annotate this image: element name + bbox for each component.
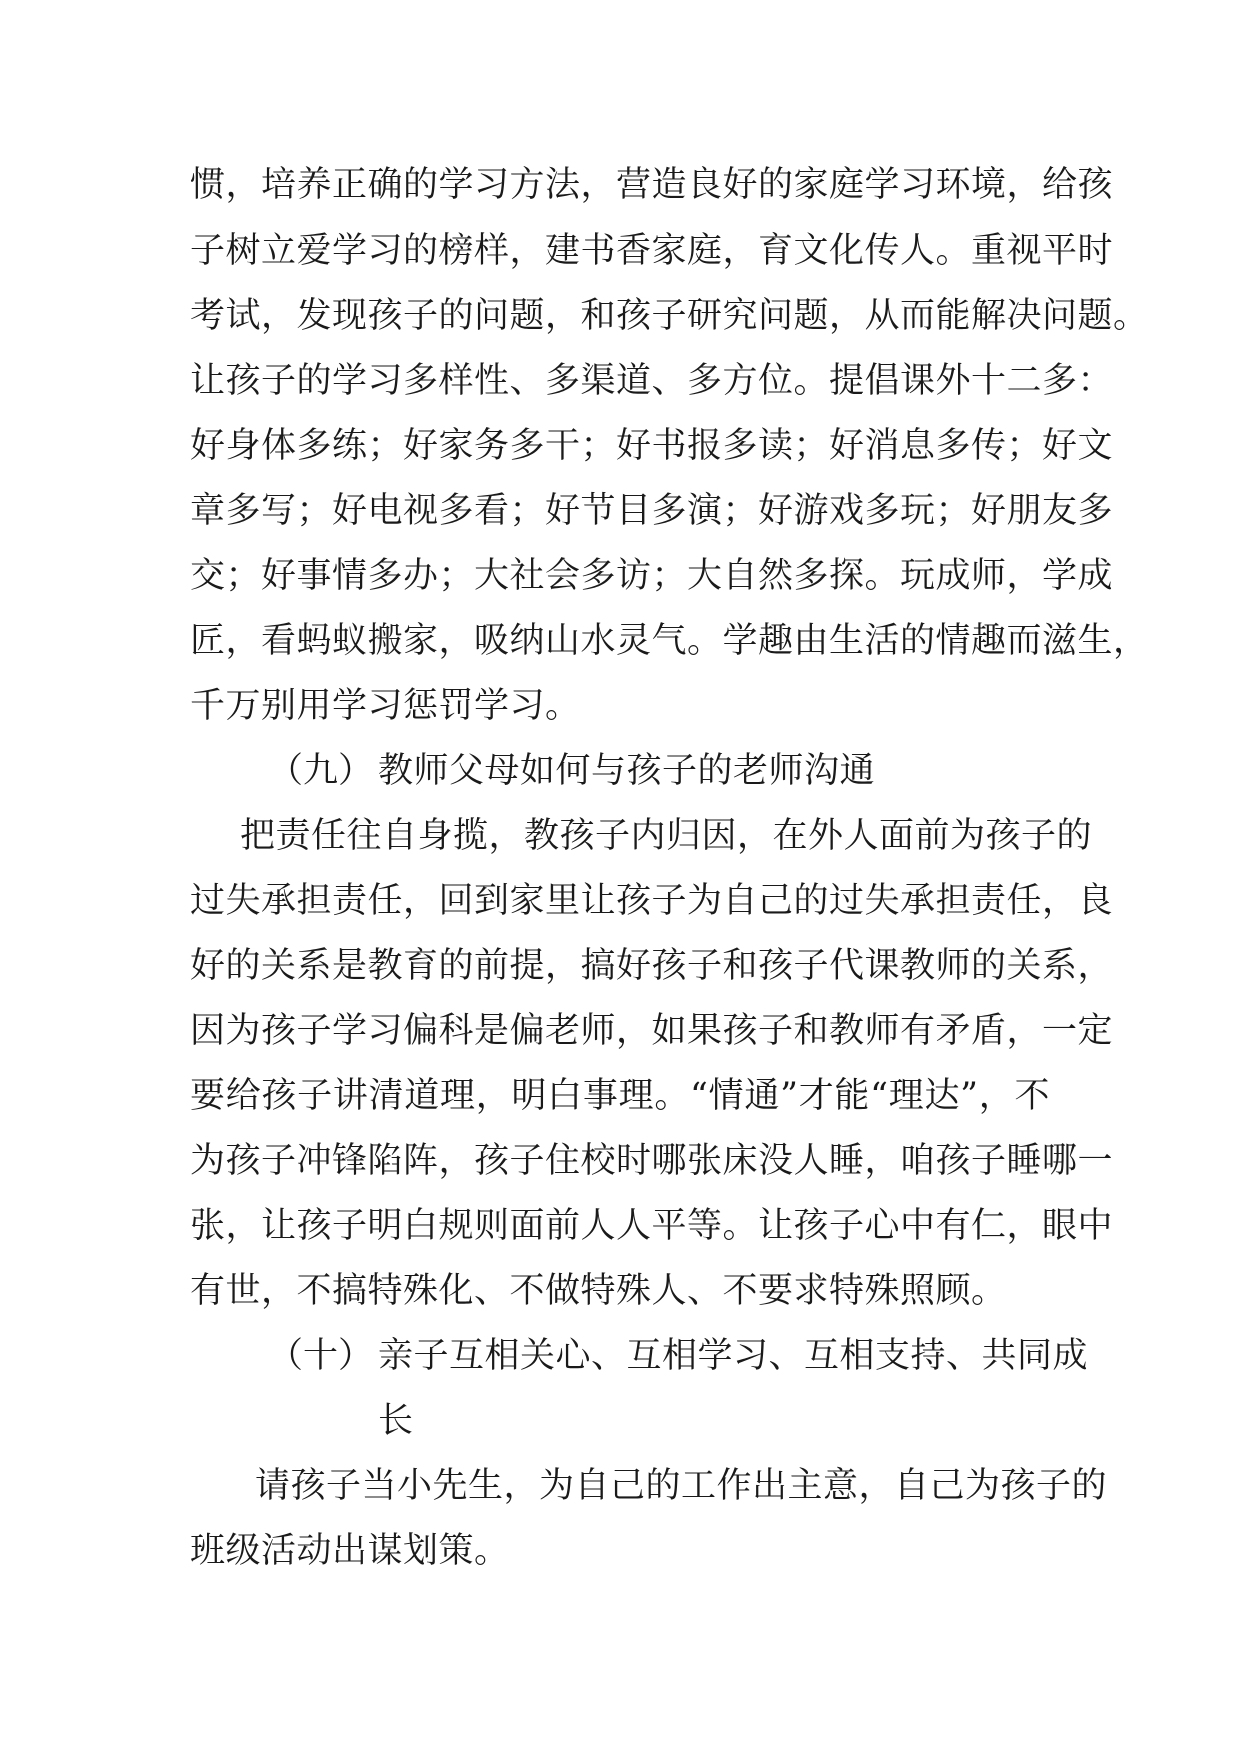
section-9-number: （九） — [268, 751, 374, 791]
paragraph-2-line-8: 有世，不搞特殊化、不做特殊人、不要求特殊照顾。 — [190, 1271, 1007, 1311]
paragraph-2-line-4: 因为孩子学习偏科是偏老师，如果孩子和教师有矛盾，一定 — [190, 1011, 1114, 1051]
paragraph-2-line-3: 好的关系是教育的前提，搞好孩子和孩子代课教师的关系， — [190, 946, 1114, 986]
paragraph-1-line-9: 千万别用学习惩罚学习。 — [190, 686, 581, 726]
paragraph-2-line-7: 张，让孩子明白规则面前人人平等。让孩子心中有仁，眼中 — [190, 1206, 1114, 1246]
paragraph-1-line-5: 好身体多练；好家务多干；好书报多读；好消息多传；好文 — [190, 426, 1114, 466]
section-10-heading-line-1: 亲子互相关心、互相学习、互相支持、共同成 — [378, 1336, 1089, 1376]
paragraph-2-line-6: 为孩子冲锋陷阵，孩子住校时哪张床没人睡，咱孩子睡哪一 — [190, 1141, 1114, 1181]
paragraph-2-line-2: 过失承担责任，回到家里让孩子为自己的过失承担责任，良 — [190, 881, 1114, 921]
paragraph-1-line-2: 子树立爱学习的榜样，建书香家庭，育文化传人。重视平时 — [190, 231, 1114, 271]
section-9-heading: 教师父母如何与孩子的老师沟通 — [378, 751, 876, 791]
paragraph-1-line-6: 章多写；好电视多看；好节目多演；好游戏多玩；好朋友多 — [190, 491, 1114, 531]
paragraph-1-line-4: 让孩子的学习多样性、多渠道、多方位。提倡课外十二多： — [190, 361, 1114, 401]
paragraph-2-line-5: 要给孩子讲清道理，明白事理。“情通”才能“理达”，不 — [190, 1076, 1050, 1116]
paragraph-1-line-7: 交；好事情多办；大社会多访；大自然多探。玩成师，学成 — [190, 556, 1114, 596]
paragraph-1-line-8: 匠，看蚂蚁搬家，吸纳山水灵气。学趣由生活的情趣而滋生， — [190, 621, 1149, 661]
section-10-heading-line-2: 长 — [378, 1401, 414, 1441]
paragraph-3-line-1: 请孩子当小先生，为自己的工作出主意，自己为孩子的 — [255, 1466, 1108, 1506]
paragraph-1-line-3: 考试，发现孩子的问题，和孩子研究问题，从而能解决问题。 — [190, 296, 1149, 336]
section-10-number: （十） — [268, 1336, 374, 1376]
paragraph-3-line-2: 班级活动出谋划策。 — [190, 1531, 510, 1571]
paragraph-2-line-1: 把责任往自身揽，教孩子内归因，在外人面前为孩子的 — [240, 816, 1093, 856]
paragraph-1-line-1: 惯，培养正确的学习方法，营造良好的家庭学习环境，给孩 — [190, 165, 1114, 205]
